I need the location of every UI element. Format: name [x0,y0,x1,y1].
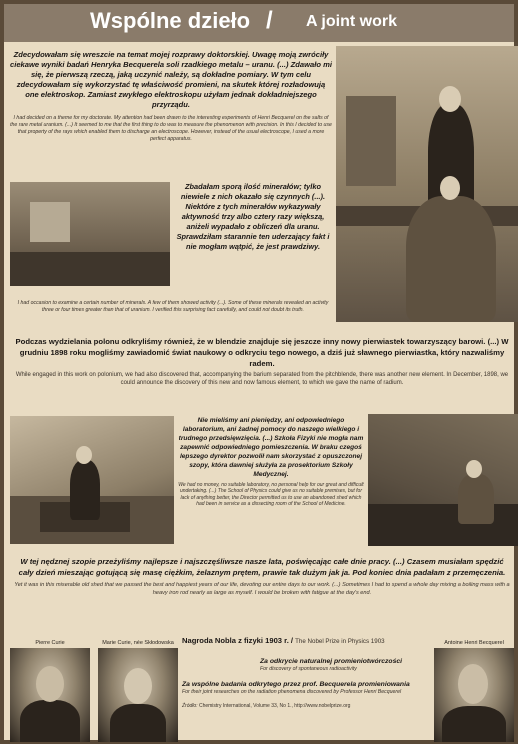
nobel-title-en: The Nobel Prize in Physics 1903 [295,638,385,645]
nobel-reason1-pl: Za odkrycie naturalnej promieniotwórczości [260,658,403,665]
block3-en: While engaged in this work on polonium, we had also discovered that, accompanying the barium separated from the pitchblende, there was another new element. In December, 1898, we could announce the discovery of this new and now famous element, to which we gave the name of radium. [15,372,509,386]
caption-becquerel: Antoine Henri Becquerel [444,640,504,646]
block2 [172,182,334,252]
portrait-marie-curie [98,648,178,742]
block3-pl: Podczas wydzielania polonu odkryliśmy również, że w blendzie znajduje się jeszcze inny nowy pierwiastek towarzyszący barowi. (...) W grudniu 1898 roku mogliśmy zawiadomić świat naukowy o odkryciu tego nowego, a dziś już sławnego pierwiastka, który nazwaliśmy radem. [15,337,509,368]
caption-marie-curie: Marie Curie, née Skłodowska [102,640,174,646]
source-label: Źródło: [182,703,198,709]
block4-en: We had no money, no suitable laboratory, no personal help for our great and difficult undertaking. (...) The School of Physics could give us no suitable premises, but for lack of anything better, the Director permitted us to use an abandoned shed which had been in service as a dissecting room of the School of Medicine. [178,482,364,508]
block1 [10,50,332,143]
title-en: A joint work [306,13,397,30]
portrait-becquerel [434,648,514,742]
block2-en-wrap [14,300,332,314]
title-pl: Wspólne dzieło [90,8,251,33]
portrait-pierre-curie [10,648,90,742]
nobel-block [182,636,432,710]
nobel-title-pl: Nagroda Nobla z fizyki 1903 [182,636,283,645]
block5-pl: W tej nędznej szopie przeżyliśmy najlepsze i najszczęśliwsze nasze lata, poświęcając całe dnie pracy. (...) Czasem musiałam spędzić cały dzień mieszając gotującą się masę ciężkim, żelaznym prętem, prawie tak dużym jak ja. Pod koniec dnia padałam z przemęczenia. [18,557,506,577]
nobel-reason2-pl: Za wspólne badania odkrytego przez prof. Becquerela promieniowania [182,681,410,688]
block4 [176,416,366,508]
title-separator: / [266,7,273,34]
block2-pl: Zbadałam sporą ilość minerałów; tylko niewiele z nich okazało się czynnych (...). Niektóre z tych minerałów wykazywały aktywność trzy albo cztery razy większą, aniżeli wypadało z obliczeń dla uranu. Sprawdziłam starannie ten uderzający fakt i nie mogłam wątpić, że jest prawdziwy. [176,182,330,251]
poster-header [4,4,514,42]
block5 [12,556,512,597]
nobel-reason2-en: For their joint researches on the radiation phenomena discovered by Professor Henri Becquerel [182,689,402,695]
nobel-heading [182,636,432,647]
block4-pl: Nie mieliśmy ani pieniędzy, ani odpowiedniego laboratorium, ani żadnej pomocy do naszego wielkiego i trudnego przedsięwzięcia. (...) Szkoła Fizyki nie mogła nam zapewnić odpowiedniego pomieszczenia. W braku czegoś lepszego dyrektor pozwolił nam skorzystać z opuszczonej szopy, która dawniej służyła za prosektorium Szkoły Medycznej. [178,417,364,478]
nobel-separator: r. / [284,636,294,645]
caption-pierre-curie: Pierre Curie [35,640,65,646]
photo-curies-laboratory [336,46,518,322]
photo-shed-interior [368,414,518,546]
block1-pl: Zdecydowałam się wreszcie na temat mojej rozprawy doktorskiej. Uwagę moją zwróciły ciekawe wyniki badań Henryka Becquerela soli rzadkiego metalu – uranu. (...) Zdawało mi się, że pierwszą rzeczą, jaką uczynić należy, są dokładne pomiary. W tym celu zdecydowałam się wykorzystać tę właściwość promieni, na skutek której rozładowują one elektroskop. Zamiast zwykłego elektroskopu użyłam jednak dokładniejszego przyrządu. [10,50,332,109]
nobel-reason1-en: For discovery of spontaneous radioactivity [260,666,357,672]
block5-en: Yet it was in this miserable old shed that we passed the best and happiest years of our life, devoting our entire days to our work. (...) Sometimes I had to spend a whole day mixing a boiling mass with a heavy iron rod nearly as large as myself. I would be broken with fatigue at the day's end. [14,582,510,596]
photo-workroom [10,182,170,286]
block3 [12,336,512,387]
nobel-source [182,703,432,710]
photo-shed-experiment [10,416,174,544]
source-text: Chemistry International, Volume 33, No 1., http://www.nobelprize.org [198,703,351,709]
block1-en: I had decided on a theme for my doctorate. My attention had been drawn to the interesting experiments of Henri Becquerel on the salts of the rare metal uranium. (...) It seemed to me that the first thing to do was to measure the phenomenon with precision. In this I decided to use that property of the rays which enabled them to discharge an electroscope. However, instead of the usual electroscope, I used a more perfect apparatus. [10,115,332,142]
block2-en: I had occasion to examine a certain number of minerals. A few of them showed activity (...). Some of these minerals revealed an activity three or four times greater than that of uranium. I verified this surprising fact carefully, and could not doubt its truth. [17,300,329,313]
